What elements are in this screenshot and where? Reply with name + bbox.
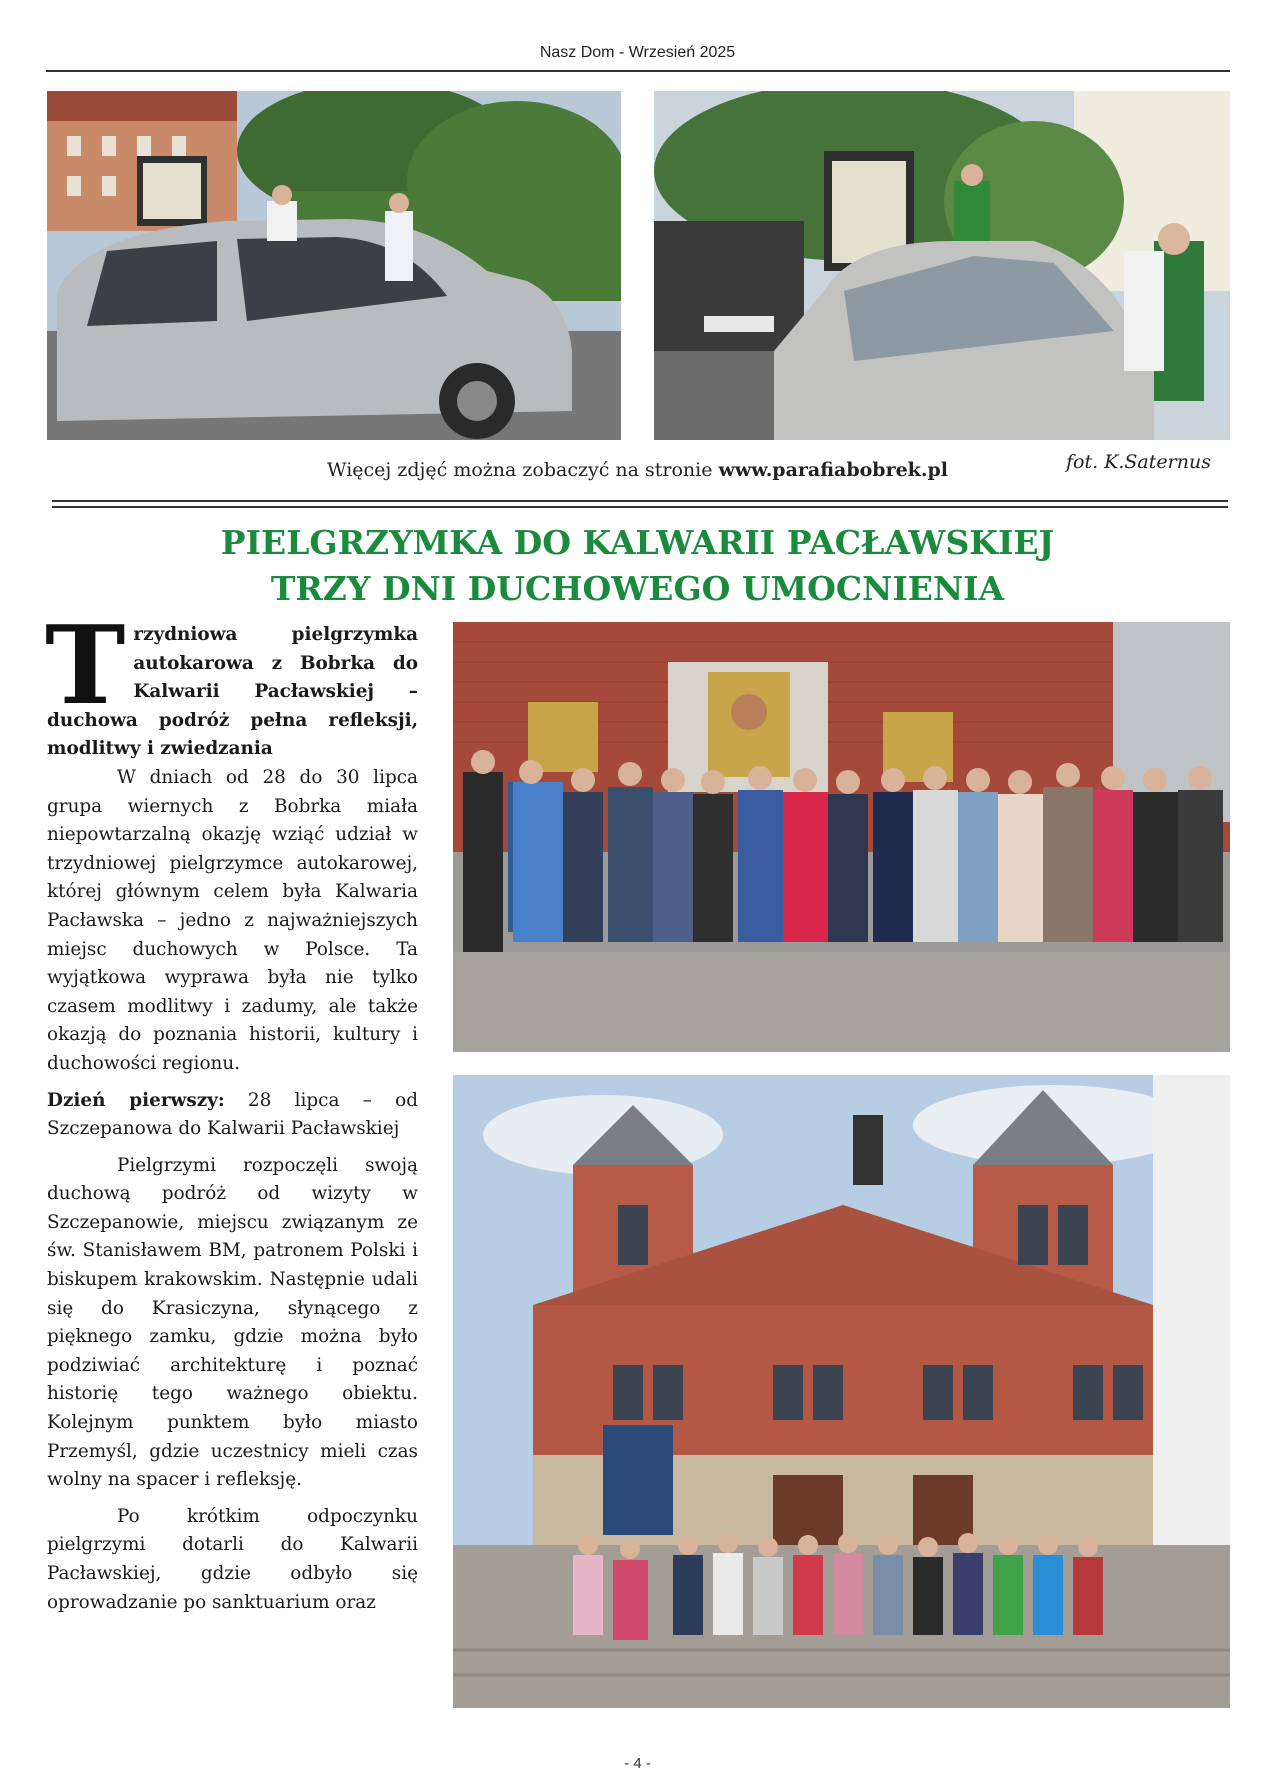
day1-label: Dzień pierwszy:	[47, 1089, 225, 1111]
day1-heading	[47, 1087, 418, 1144]
photo-car-blessing-left	[47, 91, 621, 440]
photo-credit: fot. K.Saternus	[1066, 451, 1211, 473]
church-group-photo	[453, 1075, 1230, 1708]
section-double-rule	[52, 500, 1228, 508]
issue-header: Nasz Dom - Wrzesień 2025	[539, 44, 736, 61]
day1-rest: 28 lipca – od Szczepanowa do Kalwarii Pacławskiej	[47, 1089, 419, 1140]
lead-text: rzydniowa pielgrzymka autokarowa z Bobrka do Kalwarii Pacławskiej – duchowa podróż pełna refleksji, modlitwy i zwiedzania	[47, 624, 418, 760]
header-rule	[46, 70, 1230, 72]
photo-group-courtyard	[453, 622, 1230, 1052]
paragraph-3: Po krótkim odpoczynku pielgrzymi dotarli do Kalwarii Pacławskiej, gdzie odbyło się oprowadzanie po sanktuarium oraz	[47, 1505, 418, 1613]
drop-cap: T	[45, 603, 126, 729]
article-title	[0, 520, 1275, 612]
paragraph-1: W dniach od 28 do 30 lipca grupa wiernych z Bobrka miała niepowtarzalną okazję wziąć udział w trzydniowej pielgrzymce autokarowej, której głównym celem była Kalwaria Pacławska – jedno z najważniejszych miejsc duchowych w Polsce. Ta wyjątkowa wyprawa była nie tylko czasem modlitwy i zadumy, ale także okazją do poznania historii, kultury i duchowości regionu.	[47, 766, 418, 1074]
car-blessing-photo-right	[654, 91, 1230, 440]
parish-website-link[interactable]: www.parafiabobrek.pl	[718, 459, 948, 481]
article-lead	[45, 603, 418, 764]
paragraph-2: Pielgrzymi rozpoczęli swoją duchową podróż od wizyty w Szczepanowie, miejscu związanym ze św. Stanisławem BM, patronem Polski i biskupem krakowskim. Następnie udali się do Krasiczyna, słynącego z pięknego zamku, gdzie można było podziwiać architekturę i poznać historię tego ważnego obiektu. Kolejnym punktem było miasto Przemyśl, gdzie uczestnicy mieli czas wolny na spacer i refleksję.	[47, 1154, 418, 1491]
page-number: - 4 -	[624, 1755, 651, 1772]
article-body	[45, 603, 419, 1617]
article-title-line2: TRZY DNI DUCHOWEGO UMOCNIENIA	[270, 569, 1005, 608]
caption-more-text: Więcej zdjęć można zobaczyć na stronie	[327, 459, 719, 481]
photo-car-blessing-right	[654, 91, 1230, 440]
article-title-line1: PIELGRZYMKA DO KALWARII PACŁAWSKIEJ	[220, 523, 1055, 562]
photo-church-facade	[453, 1075, 1230, 1708]
group-photo	[453, 622, 1230, 1052]
car-blessing-photo-left	[47, 91, 621, 440]
